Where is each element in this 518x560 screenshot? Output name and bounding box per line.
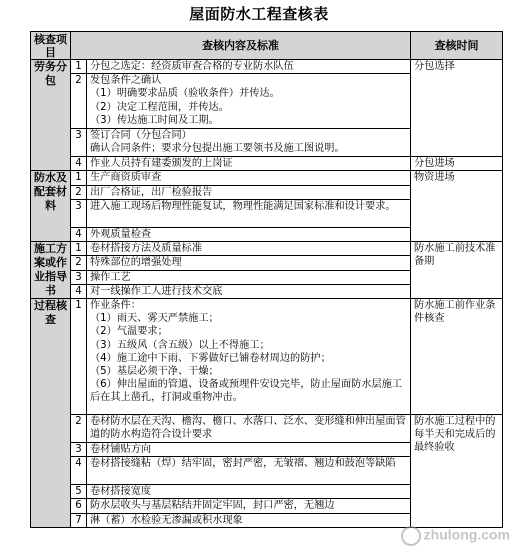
- item-number: 2: [71, 74, 87, 129]
- time-cell: 分包进场: [411, 157, 503, 171]
- item-number: 2: [71, 256, 87, 270]
- item-number: 6: [71, 499, 87, 513]
- time-cell: 防水施工前作业条件核查: [411, 299, 503, 415]
- inspection-table: [30, 31, 503, 528]
- item-content: 作业人员持有建委颁发的上岗证: [87, 157, 411, 171]
- time-cell: 防水施工前技术准备期: [411, 242, 503, 299]
- table-row: [31, 242, 503, 256]
- item-number: 1: [71, 171, 87, 185]
- header-time: 查核时间: [411, 32, 503, 60]
- category-cell: 防水及配套材料: [31, 171, 71, 242]
- table-header-row: [31, 32, 503, 60]
- time-cell: 分包选择: [411, 60, 503, 157]
- item-content: 作业条件： （1）雨天、雾天严禁施工； （2）气温要求； （3）五级风（含五级）以上不得施工； （4）施工途中下雨、下雾做好已铺卷材周边的防护； （5）基层必须干净、干燥； （6）伸出屋面的管道、设备或预埋件安设完毕，防止屋面防水层施工后在其上凿孔，打洞或重物冲击。: [87, 299, 411, 415]
- item-content: 出厂合格证，出厂检验报告: [87, 185, 411, 199]
- item-number: 2: [71, 415, 87, 443]
- item-number: 4: [71, 457, 87, 485]
- item-number: 3: [71, 270, 87, 284]
- item-number: 4: [71, 157, 87, 171]
- table-row: [31, 415, 503, 443]
- category-cell: 劳务分包: [31, 60, 71, 171]
- header-content: 查核内容及标准: [71, 32, 411, 60]
- time-cell: 防水施工过程中的每半天和完成后的最终验收: [411, 415, 503, 528]
- item-number: 3: [71, 443, 87, 457]
- watermark: [401, 526, 510, 546]
- item-content: 分包之选定：经资质审查合格的专业防水队伍: [87, 60, 411, 74]
- watermark-text: zhulong.com: [423, 526, 510, 543]
- item-number: 3: [71, 129, 87, 157]
- item-number: 5: [71, 485, 87, 499]
- item-content: 操作工艺: [87, 270, 411, 284]
- item-number: 4: [71, 227, 87, 241]
- item-content: 卷材防水层在天沟、檐沟、檐口、水落口、泛水、变形缝和伸出屋面管道的防水构造符合设计要求: [87, 415, 411, 443]
- table-row: [31, 60, 503, 74]
- item-number: 4: [71, 284, 87, 298]
- table-row: [31, 157, 503, 171]
- item-content: 淋（蓄）水检验无渗漏或积水现象: [87, 513, 411, 527]
- item-content: 卷材搭接缝粘（焊）结牢固，密封严密，无皱褶、翘边和鼓泡等缺陷: [87, 457, 411, 485]
- page-title: 屋面防水工程查核表: [189, 5, 329, 23]
- item-number: 3: [71, 199, 87, 227]
- item-content: 对一线操作工人进行技术交底: [87, 284, 411, 298]
- time-cell: 物资进场: [411, 171, 503, 242]
- item-content: 卷材搭接宽度: [87, 485, 411, 499]
- header-category: 核查项目: [31, 32, 71, 60]
- table-row: [31, 299, 503, 415]
- item-content: 进入施工现场后物理性能复试，物理性能满足国家标准和设计要求。: [87, 199, 411, 227]
- item-number: 1: [71, 299, 87, 415]
- item-content: 卷材搭接方法及质量标准: [87, 242, 411, 256]
- category-cell: 过程核查: [31, 299, 71, 528]
- item-content: 发包条件之确认 （1）明确要求品质（验收条件）并传达。 （2）决定工程范围，并传达。 （3）传达施工时间及工期。: [87, 74, 411, 129]
- zhulong-logo-icon: [401, 526, 421, 546]
- item-number: 1: [71, 60, 87, 74]
- item-content: 卷材铺贴方向: [87, 443, 411, 457]
- item-content: 特殊部位的增强处理: [87, 256, 411, 270]
- item-content: 外观质量检查: [87, 227, 411, 241]
- item-number: 2: [71, 185, 87, 199]
- item-number: 1: [71, 242, 87, 256]
- item-content: 签订合同（分包合同） 确认合同条件；要求分包提出施工要领书及施工图说明。: [87, 129, 411, 157]
- category-cell: 施工方案或作业指导书: [31, 242, 71, 299]
- item-number: 7: [71, 513, 87, 527]
- table-row: [31, 171, 503, 185]
- item-content: 生产商资质审查: [87, 171, 411, 185]
- item-content: 防水层收头与基层粘结并固定牢固，封口严密，无翘边: [87, 499, 411, 513]
